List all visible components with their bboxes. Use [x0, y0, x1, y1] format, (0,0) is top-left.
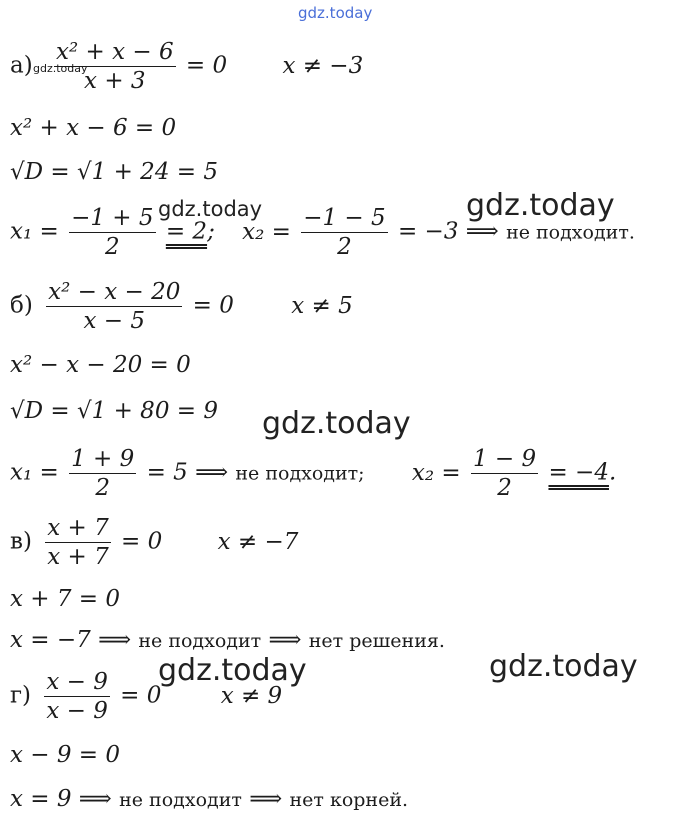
part-v-line3-arrow: ⟹: [268, 627, 302, 653]
part-g-line2: x − 9 = 0: [10, 742, 121, 768]
part-v-fraction-denominator: x + 7: [47, 544, 109, 570]
part-a-x1-fraction: [69, 204, 155, 261]
part-a-x1-numerator: −1 + 5: [71, 205, 154, 231]
part-b-x1-numerator: 1 + 9: [71, 446, 135, 472]
part-b-x1-fraction: [69, 445, 136, 502]
part-v-line2: x + 7 = 0: [10, 586, 121, 612]
part-a-x2-fraction: [301, 204, 387, 261]
part-g-line3-note2: нет корней.: [289, 789, 409, 811]
part-a-fraction-numerator: x² + x − 6: [56, 39, 174, 65]
part-a-x2-numerator: −1 − 5: [303, 205, 386, 231]
part-b-fraction: [46, 278, 182, 335]
part-b-x2-result: = −4: [548, 459, 609, 486]
part-g-restriction: x ≠ 9: [220, 682, 283, 709]
part-g-line3-math: x = 9 ⟹: [10, 786, 112, 812]
part-b-disc-rhs: = √1 + 80 = 9: [50, 398, 218, 424]
part-v-line3: [10, 625, 445, 656]
part-a-x2-result: = −3 ⟹: [397, 218, 499, 245]
part-g-equation: [10, 668, 282, 725]
part-a-x1-lhs: x₁ =: [10, 218, 59, 245]
part-g-line3-arrow: ⟹: [249, 786, 283, 812]
part-g-line3: [10, 784, 408, 815]
part-g-label: г): [10, 682, 32, 709]
part-b-fraction-denominator: x − 5: [46, 306, 182, 335]
part-a-x1-denominator: 2: [69, 232, 155, 261]
part-a-disc-lhs: √D: [10, 159, 44, 185]
watermark-a-small: gdz.today: [33, 62, 88, 75]
part-a-x1-result: = 2: [165, 218, 208, 245]
part-b-x2-numerator: 1 − 9: [472, 446, 537, 472]
part-a-disc-rhs: = √1 + 24 = 5: [50, 159, 218, 185]
part-v-eq-zero: = 0: [121, 528, 163, 555]
part-a-x2-lhs: x₂ =: [242, 218, 291, 245]
part-g-line3-note1: не подходит: [119, 789, 242, 811]
part-b-x2-end: .: [608, 459, 617, 486]
part-a-fraction-denominator: x + 3: [54, 66, 176, 95]
watermark-v-right: gdz.today: [489, 649, 638, 684]
part-b-discriminant: [10, 396, 218, 426]
part-v-equation: [10, 514, 298, 571]
part-g-fraction-denominator: x − 9: [46, 698, 108, 724]
part-a-label: а): [10, 52, 33, 79]
part-v-line3-note1: не подходит: [138, 630, 262, 652]
part-b-x2-denominator: 2: [471, 473, 538, 502]
part-a-line2: x² + x − 6 = 0: [10, 115, 177, 141]
part-b-label: б): [10, 292, 33, 319]
part-g-fraction-numerator: x − 9: [46, 669, 108, 695]
part-a-discriminant: [10, 157, 218, 187]
part-b-line2: x² − x − 20 = 0: [10, 352, 191, 378]
part-b-fraction-numerator: x² − x − 20: [48, 279, 181, 305]
watermark-v-mid: gdz.today: [158, 653, 307, 688]
part-a-eq-zero: = 0: [185, 52, 228, 79]
part-a-restriction: x ≠ −3: [282, 52, 364, 79]
watermark-top: gdz.today: [298, 4, 373, 22]
watermark-b-mid: gdz.today: [262, 406, 411, 441]
part-g-fraction: [44, 668, 110, 725]
part-v-restriction: x ≠ −7: [217, 528, 299, 555]
part-v-fraction: [45, 514, 111, 571]
part-b-eq-zero: = 0: [192, 292, 234, 319]
part-b-disc-lhs: √D: [10, 398, 44, 424]
part-b-x1-note: не подходит;: [235, 462, 365, 485]
part-a-x1-separator: ;: [207, 218, 215, 245]
part-b-x1-denominator: 2: [69, 473, 136, 502]
part-v-line3-math: x = −7 ⟹: [10, 627, 132, 653]
part-v-line3-note2: нет решения.: [308, 630, 445, 652]
part-b-x2-fraction: [471, 445, 538, 502]
part-v-label: в): [10, 528, 32, 555]
part-b-equation: [10, 278, 353, 335]
part-b-x1-result: = 5 ⟹: [146, 459, 229, 486]
watermark-a-right: gdz.today: [466, 188, 615, 223]
part-b-x2-lhs: x₂ =: [411, 459, 461, 486]
part-v-fraction-numerator: x + 7: [47, 515, 109, 541]
part-a-x2-note: не подходит.: [506, 221, 635, 244]
part-g-eq-zero: = 0: [120, 682, 162, 709]
part-b-roots: [10, 445, 616, 502]
part-a-x2-denominator: 2: [301, 232, 387, 261]
part-b-restriction: x ≠ 5: [291, 292, 353, 319]
watermark-a-fraction: gdz.today: [158, 197, 263, 221]
part-b-x1-lhs: x₁ =: [10, 459, 59, 486]
